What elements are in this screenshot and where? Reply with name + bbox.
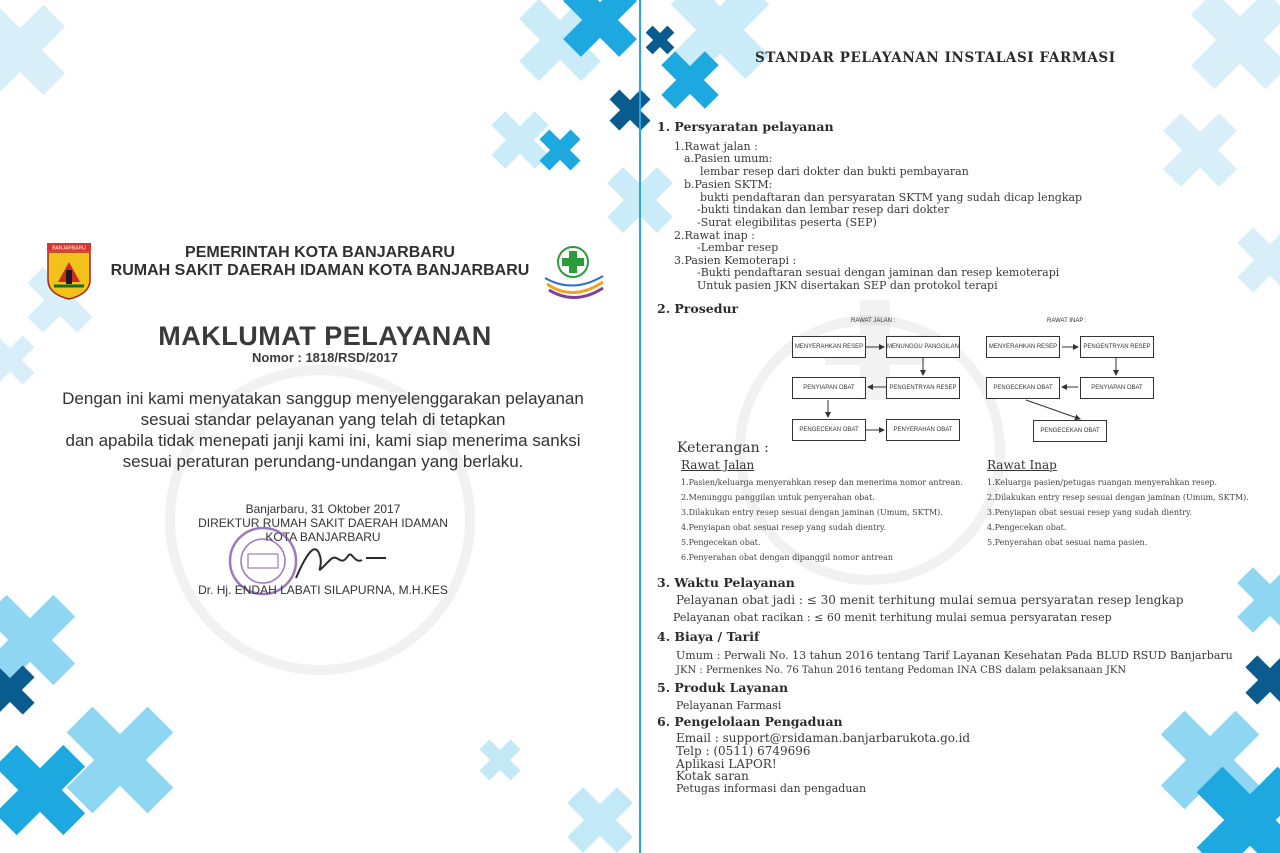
jalan-note-6: 6.Penyerahan obat dengan dipanggil nomor antrean <box>681 553 894 562</box>
complaint-officer: Petugas informasi dan pengaduan <box>676 782 867 795</box>
complaint-lapor: Aplikasi LAPOR! <box>676 757 777 771</box>
complaint-phone: Telp : (0511) 6749696 <box>676 744 811 758</box>
inap-note-4: 4.Pengecekan obat. <box>987 523 1067 532</box>
inap-note-1: 1.Keluarga pasien/petugas ruangan menyerahkan resep. <box>987 478 1218 487</box>
signature-scribble-icon <box>290 538 390 584</box>
req-line-12: Untuk pasien JKN disertakan SEP dan protokol terapi <box>697 279 998 292</box>
statement-line-4: sesuai peraturan perundang-undangan yang berlaku. <box>122 452 524 471</box>
tariff-general: Umum : Perwali No. 13 tahun 2016 tentang Tarif Layanan Kesehatan Pada BLUD RSUD Banjarbaru <box>676 649 1233 662</box>
req-line-8: 2.Rawat inap : <box>674 229 755 242</box>
req-line-11: -Bukti pendaftaran sesuai dengan jaminan dan resep kemoterapi <box>697 266 1060 279</box>
inap-note-5: 5.Penyerahan obat sesuai nama pasien. <box>987 538 1148 547</box>
req-line-3: lembar resep dari dokter dan bukti pembayaran <box>700 165 969 178</box>
government-name: PEMERINTAH KOTA BANJARBARU <box>185 244 455 261</box>
req-line-5: bukti pendaftaran dan persyaratan SKTM yang sudah dicap lengkap <box>700 191 1083 204</box>
hospital-name: RUMAH SAKIT DAERAH IDAMAN KOTA BANJARBARU <box>110 262 530 279</box>
jalan-note-5: 5.Pengecekan obat. <box>681 538 761 547</box>
flow-inap-step-2: PENGENTRYAN RESEP <box>1080 336 1154 358</box>
complaint-email: Email : support@rsidaman.banjarbarukota.go.id <box>676 731 971 745</box>
req-line-10: 3.Pasien Kemoterapi : <box>674 254 797 267</box>
complaint-box: Kotak saran <box>676 769 749 783</box>
signature-position-city: KOTA BANJARBARU <box>265 530 381 544</box>
req-line-4: b.Pasien SKTM: <box>684 178 773 191</box>
req-line-1: 1.Rawat jalan : <box>674 140 758 153</box>
flow-jalan-step-3: PENYIAPAN OBAT <box>792 377 866 399</box>
jalan-note-1: 1.Pasien/keluarga menyerahkan resep dan menerima nomor antrean. <box>681 478 963 487</box>
maklumat-title: MAKLUMAT PELAYANAN <box>158 321 492 351</box>
statement-line-3: dan apabila tidak menepati janji kami ini, kami siap menerima sanksi <box>65 431 581 450</box>
flow-jalan-step-6: PENYERAHAN OBAT <box>886 419 960 441</box>
section-1-heading: 1. Persyaratan pelayanan <box>657 119 834 134</box>
jalan-note-3: 3.Dilakukan entry resep sesuai dengan jaminan (Umum, SKTM). <box>681 508 943 517</box>
maklumat-number: Nomor : 1818/RSD/2017 <box>252 350 398 365</box>
statement-line-2: sesuai standar pelayanan yang telah di tetapkan <box>140 410 506 429</box>
standard-title: STANDAR PELAYANAN INSTALASI FARMASI <box>755 50 1116 66</box>
signatory-name: Dr. Hj. ENDAH LABATI SILAPURNA, M.H.KES <box>198 583 448 597</box>
flow-inap-step-1: MENYERAHKAN RESEP <box>986 336 1060 358</box>
section-2-heading: 2. Prosedur <box>657 301 739 316</box>
flow-inap-title: RAWAT INAP : <box>1047 318 1087 324</box>
req-line-6: -bukti tindakan dan lembar resep dari dokter <box>697 203 950 216</box>
svg-text:BANJARBARU: BANJARBARU <box>52 245 86 252</box>
rawat-inap-heading: Rawat Inap <box>987 458 1057 472</box>
keterangan-label: Keterangan : <box>677 440 769 456</box>
req-line-9: -Lembar resep <box>697 241 779 254</box>
section-6-heading: 6. Pengelolaan Pengaduan <box>657 714 843 729</box>
section-3-heading: 3. Waktu Pelayanan <box>657 575 795 590</box>
req-line-2: a.Pasien umum: <box>684 152 773 165</box>
flow-jalan-step-4: PENGENTRYAN RESEP <box>886 377 960 399</box>
statement-line-1: Dengan ini kami menyatakan sanggup menyelenggarakan pelayanan <box>62 389 584 408</box>
jalan-note-4: 4.Penyiapan obat sesuai resep yang sudah dientry. <box>681 523 887 532</box>
product-service: Pelayanan Farmasi <box>676 699 782 712</box>
jalan-note-2: 2.Menunggu panggilan untuk penyerahan obat. <box>681 493 875 502</box>
req-line-7: -Surat elegibilitas peserta (SEP) <box>697 216 877 229</box>
flow-jalan-step-2: MENUNGGU PANGGILAN <box>886 336 960 358</box>
hospital-logo-icon <box>543 244 607 300</box>
section-4-heading: 4. Biaya / Tarif <box>657 629 760 644</box>
service-time-compound: Pelayanan obat racikan : ≤ 60 menit terhitung mulai semua persyaratan resep <box>673 611 1112 624</box>
flow-inap-step-3: PENGECEKAN OBAT <box>986 377 1060 399</box>
flow-jalan-title: RAWAT JALAN : <box>851 318 896 324</box>
inap-note-3: 3.Penyiapan obat sesuai resep yang sudah dientry. <box>987 508 1193 517</box>
flow-jalan-step-1: MENYERAHKAN RESEP <box>792 336 866 358</box>
flow-inap-step-5: PENGECEKAN OBAT <box>1033 420 1107 442</box>
flow-jalan-step-5: PENGECEKAN OBAT <box>792 419 866 441</box>
inap-note-2: 2.Dilakukan entry resep sesuai dengan jaminan (Umum, SKTM). <box>987 493 1249 502</box>
signature-date: Banjarbaru, 31 Oktober 2017 <box>245 502 401 516</box>
service-time-ready: Pelayanan obat jadi : ≤ 30 menit terhitung mulai semua persyaratan resep lengkap <box>676 593 1184 607</box>
flow-inap-step-4: PENYIAPAN OBAT <box>1080 377 1154 399</box>
tariff-jkn: JKN : Permenkes No. 76 Tahun 2016 tentang Pedoman INA CBS dalam pelaksanaan JKN <box>676 665 1127 676</box>
rawat-jalan-heading: Rawat Jalan <box>681 458 755 472</box>
signature-position: DIREKTUR RUMAH SAKIT DAERAH IDAMAN <box>198 516 448 530</box>
section-5-heading: 5. Produk Layanan <box>657 680 789 695</box>
